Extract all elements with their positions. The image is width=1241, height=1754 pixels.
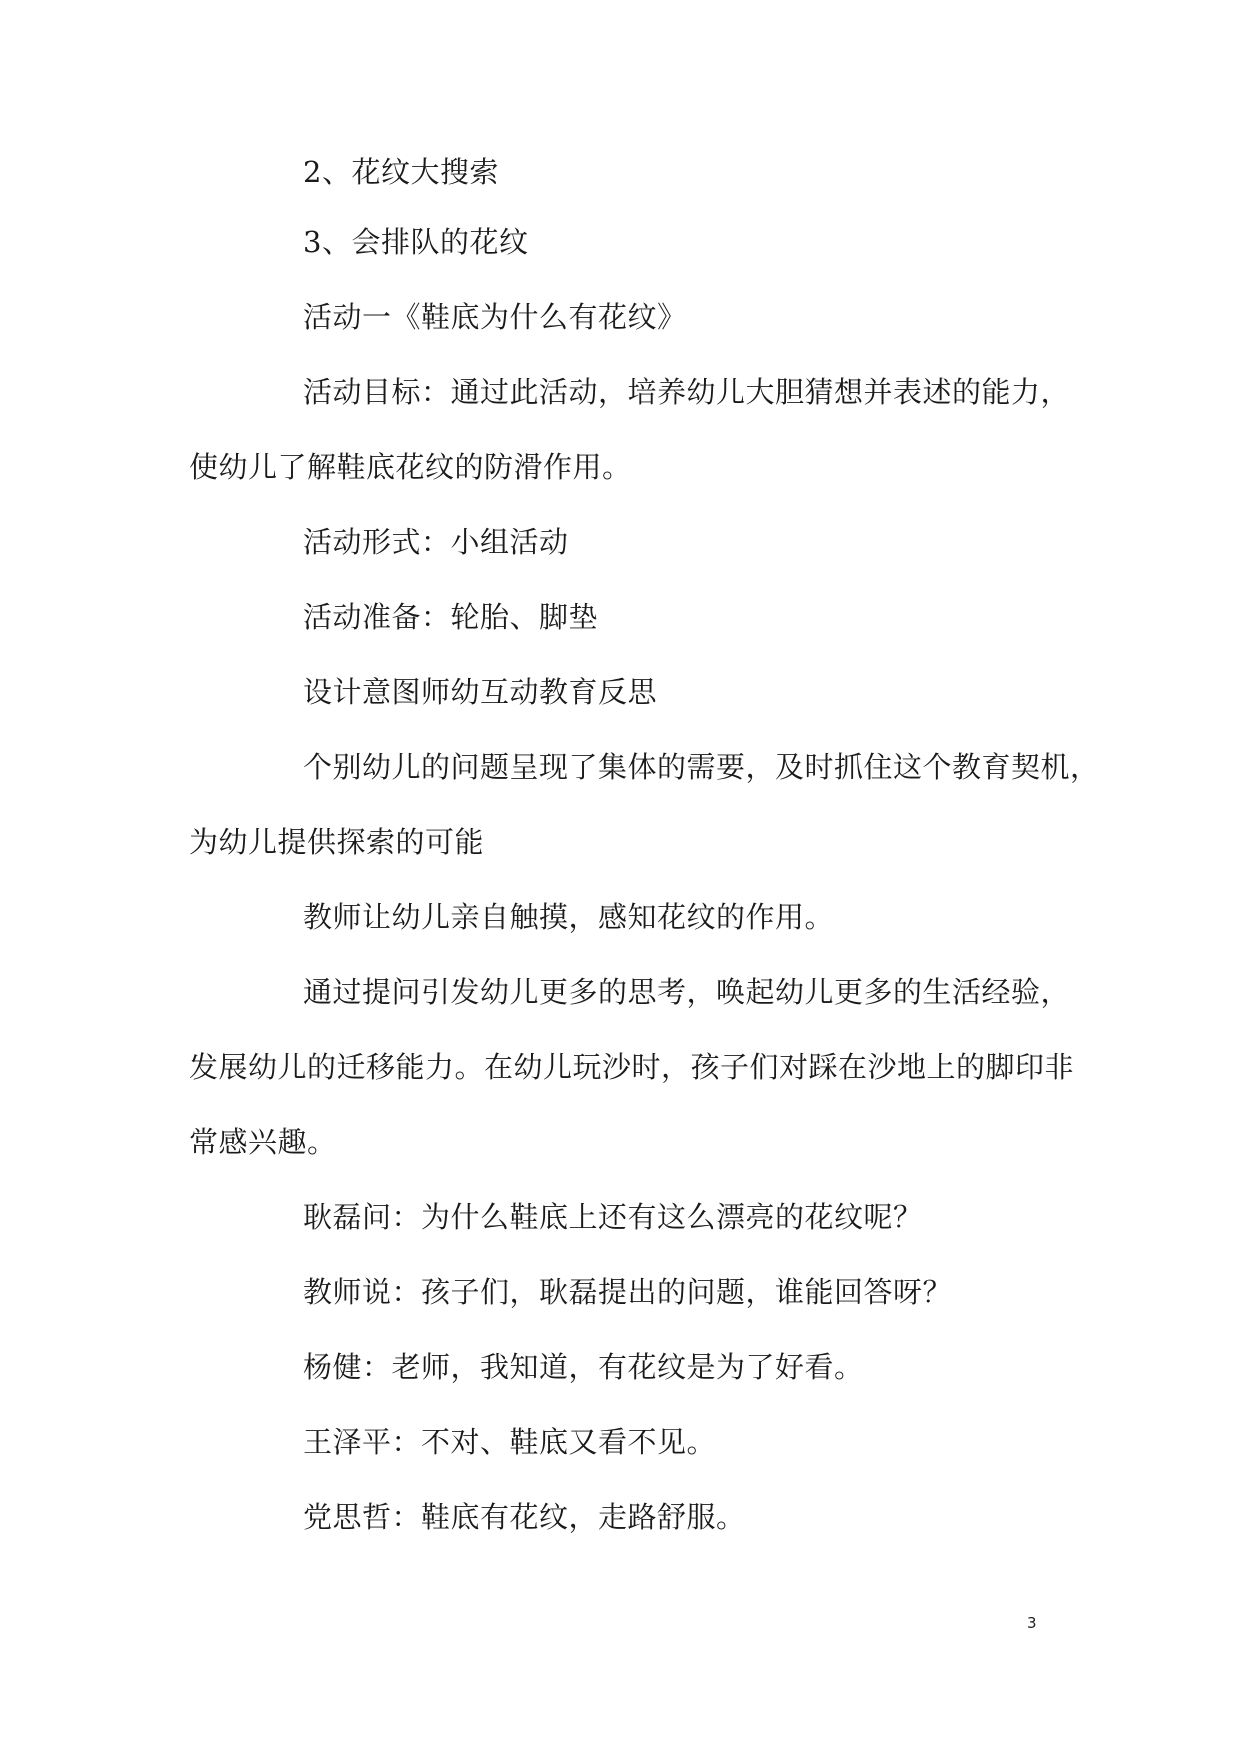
section-heading: 活动一《鞋底为什么有花纹》 xyxy=(303,300,687,334)
dialogue-line: 王泽平：不对、鞋底又看不见。 xyxy=(303,1425,717,1459)
paragraph-line: 教师让幼儿亲自触摸，感知花纹的作用。 xyxy=(303,900,835,934)
paragraph-line: 活动目标：通过此活动，培养幼儿大胆猜想并表述的能力， xyxy=(303,375,1071,409)
list-item: 3、会排队的花纹 xyxy=(303,225,529,259)
paragraph-line: 活动形式：小组活动 xyxy=(303,525,569,559)
dialogue-line: 党思哲：鞋底有花纹，走路舒服。 xyxy=(303,1500,746,1534)
dialogue-line: 教师说：孩子们，耿磊提出的问题，谁能回答呀？ xyxy=(303,1275,953,1309)
paragraph-line: 常感兴趣。 xyxy=(189,1125,337,1159)
dialogue-line: 杨健：老师，我知道，有花纹是为了好看。 xyxy=(303,1350,864,1384)
paragraph-line: 设计意图师幼互动教育反思 xyxy=(303,675,658,709)
paragraph-line: 个别幼儿的问题呈现了集体的需要，及时抓住这个教育契机， xyxy=(303,750,1100,784)
paragraph-line: 使幼儿了解鞋底花纹的防滑作用。 xyxy=(189,450,632,484)
page-number: 3 xyxy=(1027,1614,1037,1632)
paragraph-line: 为幼儿提供探索的可能 xyxy=(189,825,485,859)
paragraph-line: 发展幼儿的迁移能力。在幼儿玩沙时，孩子们对踩在沙地上的脚印非 xyxy=(189,1050,1075,1084)
paragraph-line: 活动准备：轮胎、脚垫 xyxy=(303,600,599,634)
list-item: 2、花纹大搜索 xyxy=(303,155,499,189)
dialogue-line: 耿磊问：为什么鞋底上还有这么漂亮的花纹呢？ xyxy=(303,1200,923,1234)
paragraph-line: 通过提问引发幼儿更多的思考，唤起幼儿更多的生活经验， xyxy=(303,975,1071,1009)
